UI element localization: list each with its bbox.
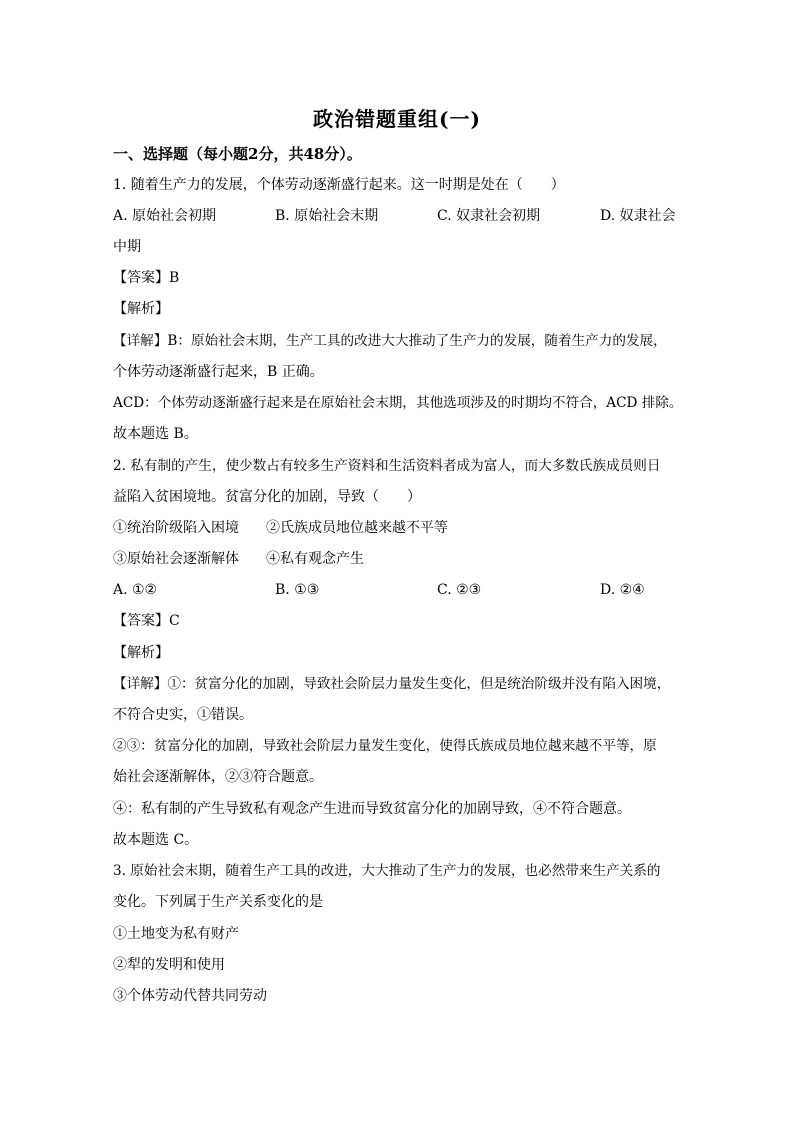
q2-detail-line-1: 【详解】①：贫富分化的加剧，导致社会阶层力量发生变化，但是统治阶级并没有陷入困境， <box>113 676 671 692</box>
q2-choice-2: ②氏族成员地位越来越不平等 <box>266 520 448 536</box>
q3-item-1: ①土地变为私有财产 <box>113 926 239 942</box>
section-heading: 一、选择题（每小题2分，共48分）。 <box>113 145 362 163</box>
q2-option-a: A. ①② <box>113 582 158 598</box>
q1-stem: 1. 随着生产力的发展，个体劳动逐渐盛行起来。这一时期是处在（ ） <box>113 177 565 193</box>
q1-conclusion: 故本题选 B。 <box>113 426 198 442</box>
q1-detail-line-1: 【详解】B：原始社会末期，生产工具的改进大大推动了生产力的发展，随着生产力的发展， <box>113 333 667 349</box>
q1-option-a: A. 原始社会初期 <box>113 208 217 224</box>
q3-stem-line-1: 3. 原始社会末期，随着生产工具的改进，大大推动了生产力的发展，也必然带来生产关系的 <box>113 863 661 879</box>
q2-option-d: D. ②④ <box>600 582 645 598</box>
q2-detail-line-2: 不符合史实，①错误。 <box>113 707 253 723</box>
q2-conclusion: 故本题选 C。 <box>113 832 199 848</box>
q1-analysis-label: 【解析】 <box>113 301 169 317</box>
q2-answer: 【答案】C <box>113 613 180 629</box>
q2-choice-3: ③原始社会逐渐解体 <box>113 551 239 567</box>
q1-detail-line-2: 个体劳动逐渐盛行起来，B 正确。 <box>113 364 324 380</box>
q2-detail-line-3: ②③：贫富分化的加剧，导致社会阶层力量发生变化，使得氏族成员地位越来越不平等，原 <box>113 738 657 754</box>
q1-answer: 【答案】B <box>113 270 180 286</box>
q2-stem-line-2: 益陷入贫困境地。贫富分化的加剧，导致（ ） <box>113 489 421 505</box>
q1-option-d: D. 奴隶社会 <box>600 208 676 224</box>
q2-option-b: B. ①③ <box>275 582 320 598</box>
q1-option-b: B. 原始社会末期 <box>275 208 379 224</box>
q2-analysis-label: 【解析】 <box>113 645 169 661</box>
page-title: 政治错题重组(一) <box>313 107 481 131</box>
q2-detail-line-5: ④：私有制的产生导致私有观念产生进而导致贫富分化的加剧导致，④不符合题意。 <box>113 801 631 817</box>
q2-choice-4: ④私有观念产生 <box>266 551 364 567</box>
q3-item-3: ③个体劳动代替共同劳动 <box>113 988 267 1004</box>
q1-detail-line-3: ACD：个体劳动逐渐盛行起来是在原始社会末期，其他选项涉及的时期均不符合，ACD 排除。 <box>113 395 683 411</box>
q2-choice-1: ①统治阶级陷入困境 <box>113 520 239 536</box>
q2-option-c: C. ②③ <box>437 582 482 598</box>
q3-item-2: ②犁的发明和使用 <box>113 957 225 973</box>
q1-option-c: C. 奴隶社会初期 <box>437 208 541 224</box>
q2-detail-line-4: 始社会逐渐解体，②③符合题意。 <box>113 769 323 785</box>
q2-stem-line-1: 2. 私有制的产生，使少数占有较多生产资料和生活资料者成为富人，而大多数氏族成员则日 <box>113 458 661 474</box>
q1-option-d-continued: 中期 <box>113 239 141 255</box>
q3-stem-line-2: 变化。下列属于生产关系变化的是 <box>113 894 323 910</box>
